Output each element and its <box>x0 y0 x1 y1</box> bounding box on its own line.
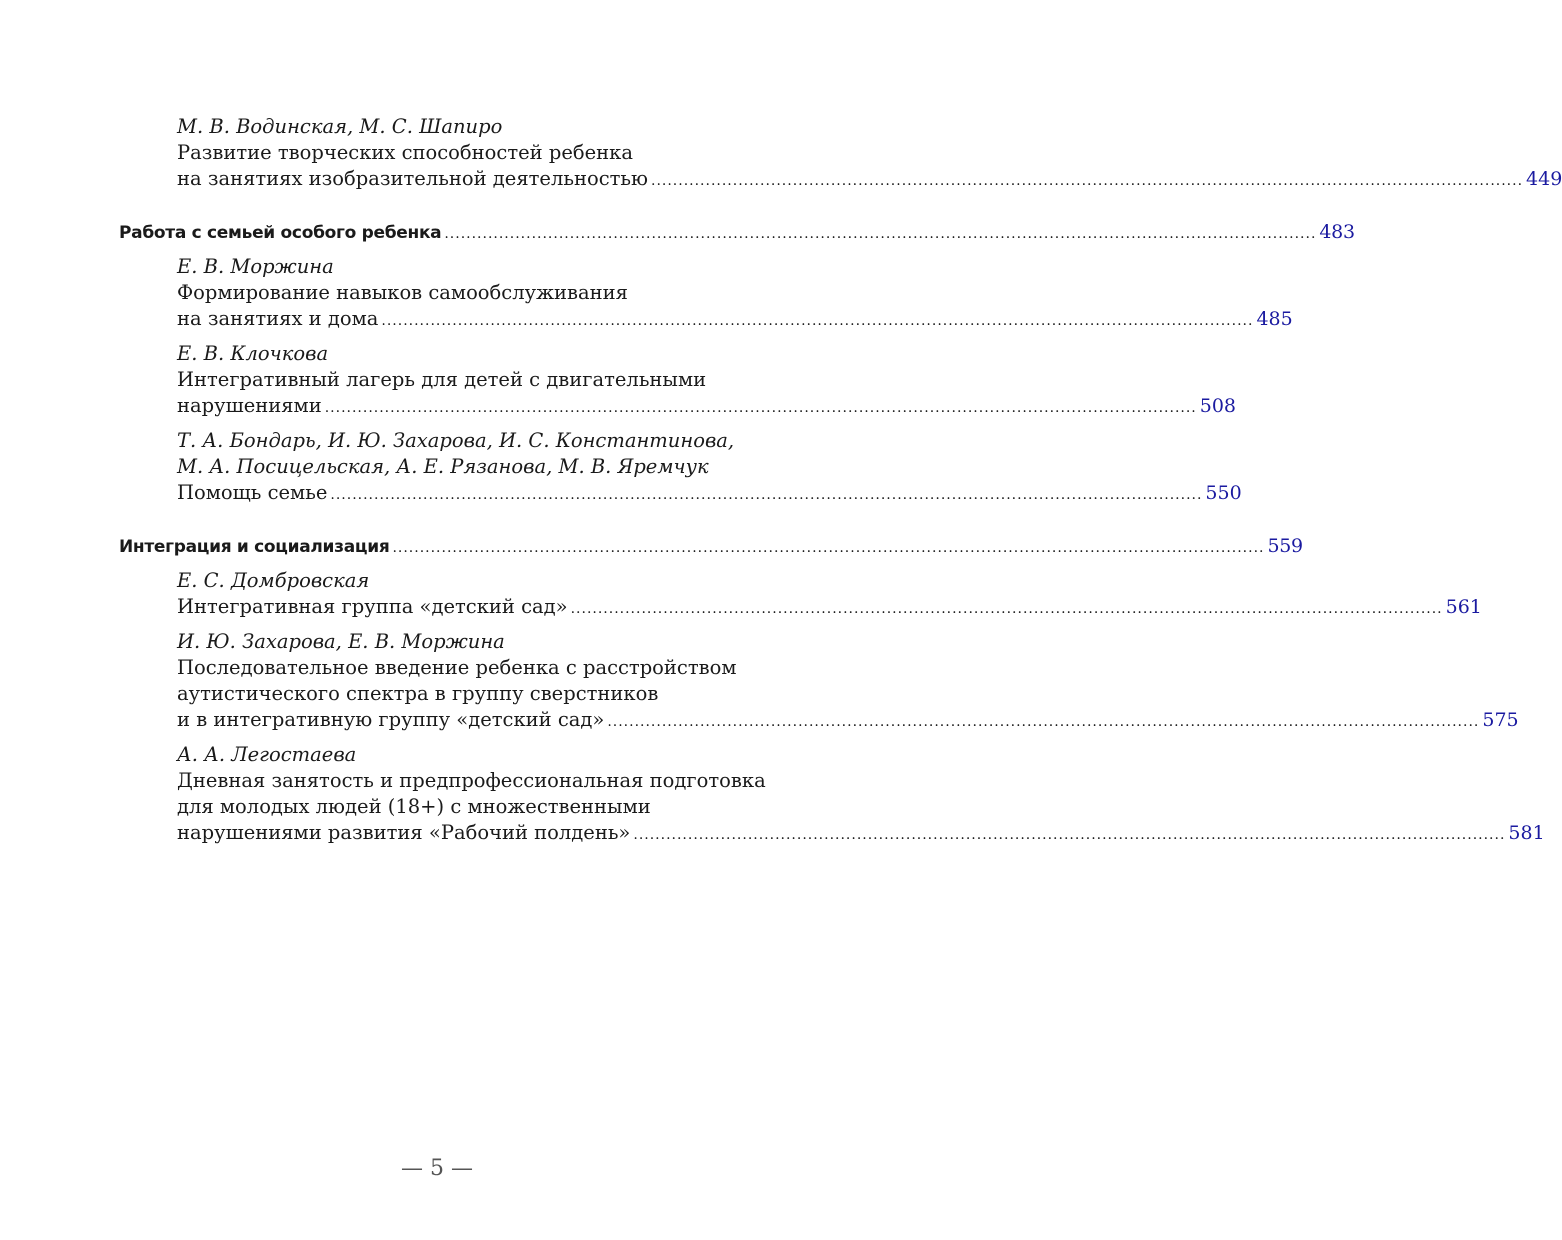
page-link[interactable]: 483 <box>1319 221 1355 243</box>
toc-entry-line[interactable] <box>177 480 1242 506</box>
toc-entry-author: И. Ю. Захарова, Е. В. Моржина <box>177 630 505 653</box>
toc-entry-author: Е. В. Моржина <box>177 255 334 278</box>
toc-section[interactable] <box>119 533 1303 559</box>
toc-entry-title: Последовательное введение ребенка с расстройством <box>177 656 737 679</box>
toc-entry-title: для молодых людей (18+) с множественными <box>177 795 651 818</box>
toc-entry-title: Помощь семье <box>177 481 328 504</box>
toc-entry-author: Е. В. Клочкова <box>177 342 329 365</box>
dot-leader: ................................................................................................................................................................ <box>324 400 1197 416</box>
toc-entry-author: Т. А. Бондарь, И. Ю. Захарова, И. С. Константинова, <box>177 429 735 452</box>
page-link[interactable]: 550 <box>1205 482 1242 504</box>
toc-entry-title: и в интегративную группу «детский сад» <box>177 708 605 731</box>
toc-entry-title: аутистического спектра в группу сверстников <box>177 682 659 705</box>
toc-entry-line[interactable] <box>177 306 1293 332</box>
page-link[interactable]: 575 <box>1482 709 1519 731</box>
dot-leader: ................................................................................................................................................................ <box>392 540 1265 556</box>
toc-entry-line[interactable] <box>177 166 1562 192</box>
toc-entry-author: М. В. Водинская, М. С. Шапиро <box>177 115 503 138</box>
toc-entry-title: Формирование навыков самообслуживания <box>177 281 628 304</box>
dot-leader: ................................................................................................................................................................ <box>330 487 1203 503</box>
toc-entry-title: нарушениями развития «Рабочий полдень» <box>177 821 631 844</box>
toc-entry-title: Дневная занятость и предпрофессиональная подготовка <box>177 769 766 792</box>
toc-entry-title: на занятиях изобразительной деятельностью <box>177 167 648 190</box>
section-title: Интеграция и социализация <box>119 537 390 557</box>
toc-entry-title: Развитие творческих способностей ребенка <box>177 141 633 164</box>
page-link[interactable]: 449 <box>1526 168 1562 190</box>
dot-leader: ................................................................................................................................................................ <box>570 601 1443 617</box>
dot-leader: ................................................................................................................................................................ <box>607 714 1480 730</box>
page-link[interactable]: 559 <box>1267 535 1303 557</box>
toc-entry-line[interactable] <box>177 393 1237 419</box>
toc-entry-author: Е. С. Домбровская <box>177 569 370 592</box>
page-link[interactable]: 561 <box>1445 596 1482 618</box>
toc-entry-title: на занятиях и дома <box>177 307 379 330</box>
toc-section[interactable] <box>119 219 1355 245</box>
toc-entry-title: нарушениями <box>177 394 322 417</box>
page-link[interactable]: 508 <box>1199 395 1237 417</box>
page-link[interactable]: 485 <box>1256 308 1293 330</box>
dot-leader: ................................................................................................................................................................ <box>651 173 1524 189</box>
dot-leader: ................................................................................................................................................................ <box>633 827 1506 843</box>
toc-entry-line[interactable] <box>177 707 1519 733</box>
toc-entry-line[interactable] <box>177 594 1482 620</box>
page-number: — 5 — <box>401 1156 473 1181</box>
dot-leader: ................................................................................................................................................................ <box>444 226 1317 242</box>
toc-entry-title: Интегративная группа «детский сад» <box>177 595 568 618</box>
section-title: Работа с семьей особого ребенка <box>119 223 442 243</box>
toc-entry-title: Интегративный лагерь для детей с двигательными <box>177 368 707 391</box>
page-link[interactable]: 581 <box>1508 822 1545 844</box>
toc-entry-author: М. А. Посицельская, А. Е. Рязанова, М. В. Яремчук <box>177 455 709 478</box>
toc-entry-author: А. А. Легостаева <box>177 743 357 766</box>
dot-leader: ................................................................................................................................................................ <box>381 313 1254 329</box>
toc-entry-line[interactable] <box>177 820 1545 846</box>
